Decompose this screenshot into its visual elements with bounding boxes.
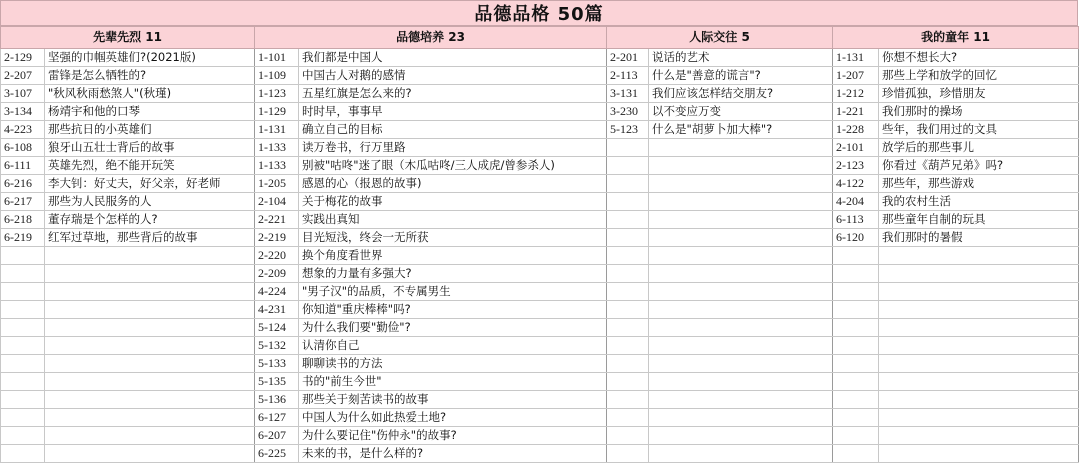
lesson-title-cell[interactable]: [649, 355, 833, 373]
lesson-title-cell[interactable]: 英雄先烈，绝不能开玩笑: [45, 157, 255, 175]
table-row: [1, 103, 1079, 121]
lesson-code-cell[interactable]: [607, 301, 649, 319]
lesson-code-cell[interactable]: 6-207: [255, 427, 299, 445]
lesson-code-cell[interactable]: [833, 265, 879, 283]
lesson-title-cell[interactable]: 你看过《葫芦兄弟》吗?: [879, 157, 1079, 175]
table-row: [1, 283, 1079, 301]
lesson-code-cell[interactable]: 1-131: [255, 121, 299, 139]
lesson-title-cell[interactable]: [45, 373, 255, 391]
lesson-code-cell[interactable]: [1, 301, 45, 319]
lesson-code-cell[interactable]: 1-123: [255, 85, 299, 103]
lesson-title-cell[interactable]: 放学后的那些事儿: [879, 139, 1079, 157]
table-row: [1, 373, 1079, 391]
lesson-title-cell[interactable]: [649, 211, 833, 229]
lesson-code-cell[interactable]: 1-207: [833, 67, 879, 85]
lesson-title-cell[interactable]: 那些童年自制的玩具: [879, 211, 1079, 229]
lesson-code-cell[interactable]: 4-122: [833, 175, 879, 193]
table-row: [1, 229, 1079, 247]
lesson-code-cell[interactable]: 4-224: [255, 283, 299, 301]
lesson-code-cell[interactable]: 5-132: [255, 337, 299, 355]
lesson-code-cell[interactable]: [607, 229, 649, 247]
lesson-code-cell[interactable]: [833, 355, 879, 373]
lesson-title-cell[interactable]: [649, 247, 833, 265]
lesson-title-cell[interactable]: [649, 283, 833, 301]
lesson-title-cell[interactable]: 中国人为什么如此热爱土地?: [299, 409, 607, 427]
lesson-code-cell[interactable]: [607, 355, 649, 373]
lesson-code-cell[interactable]: 1-205: [255, 175, 299, 193]
lesson-title-cell[interactable]: 你知道"重庆棒棒"吗?: [299, 301, 607, 319]
lesson-title-cell[interactable]: [45, 247, 255, 265]
lesson-code-cell[interactable]: 2-219: [255, 229, 299, 247]
lesson-title-cell[interactable]: "男子汉"的品质，不专属男生: [299, 283, 607, 301]
header-row: [1, 27, 1079, 49]
table-row: [1, 67, 1079, 85]
lesson-code-cell[interactable]: 2-220: [255, 247, 299, 265]
lesson-title-cell[interactable]: 想象的力量有多强大?: [299, 265, 607, 283]
table-row: [1, 139, 1079, 157]
lesson-code-cell[interactable]: [1, 391, 45, 409]
lesson-title-cell[interactable]: [649, 301, 833, 319]
lesson-code-cell[interactable]: 1-131: [833, 49, 879, 67]
lesson-code-cell[interactable]: 2-104: [255, 193, 299, 211]
lesson-code-cell[interactable]: [607, 247, 649, 265]
table-row: [1, 247, 1079, 265]
lesson-title-cell[interactable]: 那些为人民服务的人: [45, 193, 255, 211]
lesson-code-cell[interactable]: 2-113: [607, 67, 649, 85]
lesson-code-cell[interactable]: 1-228: [833, 121, 879, 139]
lesson-code-cell[interactable]: 3-134: [1, 103, 45, 121]
lesson-title-cell[interactable]: 些年，我们用过的文具: [879, 121, 1079, 139]
lesson-title-cell[interactable]: 那些上学和放学的回忆: [879, 67, 1079, 85]
lesson-title-cell[interactable]: 五星红旗是怎么来的?: [299, 85, 607, 103]
lesson-title-cell[interactable]: 我们那时的暑假: [879, 229, 1079, 247]
lesson-title-cell[interactable]: [649, 391, 833, 409]
lesson-code-cell[interactable]: [607, 211, 649, 229]
lesson-code-cell[interactable]: 1-133: [255, 157, 299, 175]
lesson-code-cell[interactable]: [833, 247, 879, 265]
lesson-title-cell[interactable]: 什么是"善意的谎言"?: [649, 67, 833, 85]
lesson-title-cell[interactable]: [45, 265, 255, 283]
lesson-code-cell[interactable]: [607, 445, 649, 463]
lesson-code-cell[interactable]: 2-201: [607, 49, 649, 67]
lesson-code-cell[interactable]: 6-217: [1, 193, 45, 211]
lesson-title-cell[interactable]: 那些抗日的小英雄们: [45, 121, 255, 139]
category-header-4: 我的童年 11: [833, 27, 1079, 49]
lesson-title-cell[interactable]: [649, 445, 833, 463]
lesson-title-cell[interactable]: [879, 337, 1079, 355]
lesson-title-cell[interactable]: 为什么要记住"伤仲永"的故事?: [299, 427, 607, 445]
lesson-title-cell[interactable]: [45, 445, 255, 463]
lesson-code-cell[interactable]: [1, 373, 45, 391]
lesson-code-cell[interactable]: 1-221: [833, 103, 879, 121]
lesson-title-cell[interactable]: [649, 373, 833, 391]
lesson-code-cell[interactable]: 6-218: [1, 211, 45, 229]
lesson-title-cell[interactable]: [879, 391, 1079, 409]
table-row: [1, 49, 1079, 67]
lesson-title-cell[interactable]: 董存瑞是个怎样的人?: [45, 211, 255, 229]
lesson-code-cell[interactable]: [607, 337, 649, 355]
lesson-title-cell[interactable]: [879, 445, 1079, 463]
lesson-code-cell[interactable]: [1, 445, 45, 463]
lesson-title-cell[interactable]: [45, 427, 255, 445]
lesson-code-cell[interactable]: [607, 157, 649, 175]
lesson-title-cell[interactable]: [879, 355, 1079, 373]
lesson-code-cell[interactable]: 4-231: [255, 301, 299, 319]
lesson-title-cell[interactable]: 中国古人对鹅的感情: [299, 67, 607, 85]
lesson-title-cell[interactable]: 实践出真知: [299, 211, 607, 229]
lesson-code-cell[interactable]: 2-207: [1, 67, 45, 85]
lesson-title-cell[interactable]: 杨靖宇和他的口琴: [45, 103, 255, 121]
lesson-code-cell[interactable]: 1-133: [255, 139, 299, 157]
lesson-code-cell[interactable]: [1, 247, 45, 265]
lesson-code-cell[interactable]: 2-129: [1, 49, 45, 67]
lesson-code-cell[interactable]: [607, 175, 649, 193]
lesson-title-cell[interactable]: [45, 391, 255, 409]
lesson-code-cell[interactable]: [607, 283, 649, 301]
table-row: [1, 445, 1079, 463]
lesson-title-cell[interactable]: 为什么我们要"勤俭"?: [299, 319, 607, 337]
lesson-code-cell[interactable]: [1, 355, 45, 373]
lesson-code-cell[interactable]: 6-111: [1, 157, 45, 175]
lesson-code-cell[interactable]: 4-204: [833, 193, 879, 211]
lesson-title-cell[interactable]: 时时早，事事早: [299, 103, 607, 121]
lesson-title-cell[interactable]: [879, 247, 1079, 265]
lesson-title-cell[interactable]: 感恩的心（报恩的故事): [299, 175, 607, 193]
lesson-code-cell[interactable]: 1-212: [833, 85, 879, 103]
table-row: [1, 355, 1079, 373]
lesson-code-cell[interactable]: 2-123: [833, 157, 879, 175]
lesson-title-cell[interactable]: [649, 319, 833, 337]
lesson-code-cell[interactable]: 1-101: [255, 49, 299, 67]
lesson-code-cell[interactable]: [833, 409, 879, 427]
lesson-title-cell[interactable]: [879, 265, 1079, 283]
lesson-title-cell[interactable]: 我们都是中国人: [299, 49, 607, 67]
lesson-title-cell[interactable]: 那些关于刻苦读书的故事: [299, 391, 607, 409]
lesson-code-cell[interactable]: 6-216: [1, 175, 45, 193]
lesson-title-cell[interactable]: [649, 175, 833, 193]
table-row: [1, 211, 1079, 229]
lesson-title-cell[interactable]: "秋风秋雨愁煞人"(秋瑾): [45, 85, 255, 103]
lesson-title-cell[interactable]: 坚强的巾帼英雄们?(2021版): [45, 49, 255, 67]
table-body: [1, 49, 1079, 463]
lesson-title-cell[interactable]: [879, 409, 1079, 427]
lesson-code-cell[interactable]: 2-209: [255, 265, 299, 283]
lesson-title-cell[interactable]: 说话的艺术: [649, 49, 833, 67]
lesson-title-cell[interactable]: [649, 409, 833, 427]
lesson-title-cell[interactable]: 以不变应万变: [649, 103, 833, 121]
lesson-title-cell[interactable]: 那些年，那些游戏: [879, 175, 1079, 193]
lesson-title-cell[interactable]: 目光短浅，终会一无所获: [299, 229, 607, 247]
lesson-code-cell[interactable]: [1, 427, 45, 445]
lesson-code-cell[interactable]: 3-131: [607, 85, 649, 103]
lesson-title-cell[interactable]: 我的农村生活: [879, 193, 1079, 211]
lesson-title-cell[interactable]: 珍惜孤独，珍惜朋友: [879, 85, 1079, 103]
category-header-2: 品德培养 23: [255, 27, 607, 49]
lesson-code-cell[interactable]: [833, 319, 879, 337]
lesson-title-cell[interactable]: 确立自己的目标: [299, 121, 607, 139]
lesson-title-cell[interactable]: 未来的书，是什么样的?: [299, 445, 607, 463]
lesson-code-cell[interactable]: 2-221: [255, 211, 299, 229]
lesson-title-cell[interactable]: [45, 409, 255, 427]
lesson-code-cell[interactable]: [607, 373, 649, 391]
lesson-title-cell[interactable]: 红军过草地，那些背后的故事: [45, 229, 255, 247]
lesson-code-cell[interactable]: [607, 265, 649, 283]
lesson-title-cell[interactable]: 别被"咕咚"迷了眼（木瓜咕咚/三人成虎/曾参杀人): [299, 157, 607, 175]
lesson-code-cell[interactable]: [607, 427, 649, 445]
lesson-code-cell[interactable]: 6-120: [833, 229, 879, 247]
lesson-title-cell[interactable]: 读万卷书，行万里路: [299, 139, 607, 157]
lesson-code-cell[interactable]: [833, 391, 879, 409]
table-row: [1, 319, 1079, 337]
table-row: [1, 301, 1079, 319]
lesson-title-cell[interactable]: [649, 229, 833, 247]
lesson-title-cell[interactable]: 你想不想长大?: [879, 49, 1079, 67]
lesson-code-cell[interactable]: [1, 283, 45, 301]
table-row: [1, 157, 1079, 175]
lesson-title-cell[interactable]: 聊聊读书的方法: [299, 355, 607, 373]
table-row: [1, 265, 1079, 283]
table-row: [1, 337, 1079, 355]
lesson-title-cell[interactable]: 什么是"胡萝卜加大棒"?: [649, 121, 833, 139]
lesson-title-cell[interactable]: 李大钊：好丈夫，好父亲，好老师: [45, 175, 255, 193]
lesson-code-cell[interactable]: 6-219: [1, 229, 45, 247]
lesson-code-cell[interactable]: 5-135: [255, 373, 299, 391]
lesson-code-cell[interactable]: [1, 337, 45, 355]
sheet-title-bar: [0, 0, 1078, 26]
lesson-code-cell[interactable]: [833, 301, 879, 319]
lesson-title-cell[interactable]: [879, 301, 1079, 319]
lesson-code-cell[interactable]: 1-109: [255, 67, 299, 85]
lesson-title-cell[interactable]: [45, 319, 255, 337]
lesson-title-cell[interactable]: [649, 139, 833, 157]
lesson-code-cell[interactable]: 1-129: [255, 103, 299, 121]
lesson-code-cell[interactable]: 5-124: [255, 319, 299, 337]
table-row: [1, 391, 1079, 409]
lesson-title-cell[interactable]: 雷锋是怎么牺牲的?: [45, 67, 255, 85]
table-row: [1, 409, 1079, 427]
lesson-title-cell[interactable]: [649, 265, 833, 283]
lesson-code-cell[interactable]: [607, 193, 649, 211]
table-row: [1, 427, 1079, 445]
lesson-code-cell[interactable]: 6-108: [1, 139, 45, 157]
lesson-code-cell[interactable]: [833, 445, 879, 463]
lesson-code-cell[interactable]: [607, 139, 649, 157]
lesson-code-cell[interactable]: [833, 427, 879, 445]
lesson-code-cell[interactable]: 6-127: [255, 409, 299, 427]
lesson-code-cell[interactable]: [607, 319, 649, 337]
lesson-title-cell[interactable]: [45, 355, 255, 373]
category-header-3: 人际交往 5: [607, 27, 833, 49]
lesson-title-cell[interactable]: [649, 157, 833, 175]
lesson-title-cell[interactable]: [45, 337, 255, 355]
lesson-title-cell[interactable]: [879, 373, 1079, 391]
lesson-title-cell[interactable]: [879, 427, 1079, 445]
lesson-code-cell[interactable]: [607, 409, 649, 427]
lesson-title-cell[interactable]: [45, 283, 255, 301]
lesson-title-cell[interactable]: [45, 301, 255, 319]
lesson-title-cell[interactable]: 换个角度看世界: [299, 247, 607, 265]
lesson-title-cell[interactable]: [649, 193, 833, 211]
lesson-code-cell[interactable]: 5-136: [255, 391, 299, 409]
lesson-code-cell[interactable]: [1, 319, 45, 337]
lesson-title-cell[interactable]: [649, 337, 833, 355]
lesson-code-cell[interactable]: [833, 373, 879, 391]
lesson-code-cell[interactable]: [833, 283, 879, 301]
lesson-code-cell[interactable]: 5-123: [607, 121, 649, 139]
lesson-code-cell[interactable]: 5-133: [255, 355, 299, 373]
table-row: [1, 193, 1079, 211]
lesson-code-cell[interactable]: 3-230: [607, 103, 649, 121]
lesson-code-cell[interactable]: [833, 337, 879, 355]
table-row: [1, 85, 1079, 103]
lesson-title-cell[interactable]: 我们应该怎样结交朋友?: [649, 85, 833, 103]
category-header-1: 先辈先烈 11: [1, 27, 255, 49]
lesson-title-cell[interactable]: 书的"前生今世": [299, 373, 607, 391]
lesson-title-cell[interactable]: [879, 319, 1079, 337]
catalog-table: [0, 26, 1079, 463]
lesson-code-cell[interactable]: 2-101: [833, 139, 879, 157]
lesson-title-cell[interactable]: [879, 283, 1079, 301]
lesson-title-cell[interactable]: 狼牙山五壮士背后的故事: [45, 139, 255, 157]
lesson-title-cell[interactable]: 我们那时的操场: [879, 103, 1079, 121]
lesson-code-cell[interactable]: 6-113: [833, 211, 879, 229]
lesson-title-cell[interactable]: 关于梅花的故事: [299, 193, 607, 211]
lesson-code-cell[interactable]: [607, 391, 649, 409]
table-row: [1, 175, 1079, 193]
table-row: [1, 121, 1079, 139]
lesson-code-cell[interactable]: 3-107: [1, 85, 45, 103]
lesson-code-cell[interactable]: 6-225: [255, 445, 299, 463]
lesson-title-cell[interactable]: 认清你自己: [299, 337, 607, 355]
sheet-title: 品德品格 50篇: [474, 4, 604, 25]
lesson-code-cell[interactable]: [1, 409, 45, 427]
lesson-title-cell[interactable]: [649, 427, 833, 445]
lesson-code-cell[interactable]: [1, 265, 45, 283]
lesson-code-cell[interactable]: 4-223: [1, 121, 45, 139]
